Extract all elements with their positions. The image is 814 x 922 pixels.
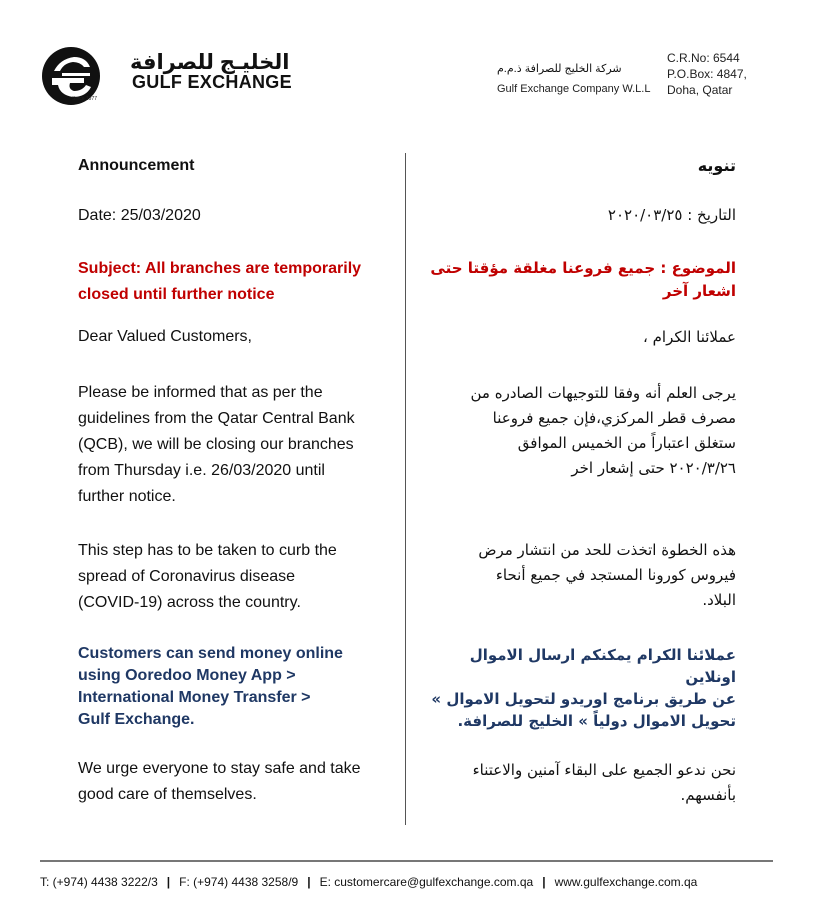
greeting-arabic: عملائنا الكرام ، <box>643 328 736 346</box>
company-name-english: Gulf Exchange Company W.L.L <box>497 83 651 95</box>
footer-separator: | <box>166 875 171 889</box>
subject-arabic: الموضوع : جميع فروعنا مغلقة مؤقتا حتى اشعار آخر <box>430 259 736 300</box>
paragraph-stay-safe-arabic: نحن ندعو الجميع على البقاء آمنين والاعتناء بأنفسهم. <box>472 761 736 804</box>
logo-since-text: Since 1977 <box>72 96 98 102</box>
footer-divider <box>40 860 773 862</box>
footer-email-link[interactable]: E: customercare@gulfexchange.com.qa <box>319 875 534 889</box>
subject-english: Subject: All branches are temporarily closed until further notice <box>78 260 362 303</box>
footer-contact-bar <box>40 875 780 889</box>
logo-english-text: GULF EXCHANGE <box>132 72 292 92</box>
announcement-title-arabic: تنويه <box>697 156 736 175</box>
po-box: P.O.Box: 4847, <box>667 67 747 81</box>
company-registration-info <box>667 50 747 98</box>
footer-fax: F: (+974) 4438 3258/9 <box>179 875 299 889</box>
footer-separator: | <box>307 875 311 889</box>
paragraph-closure-arabic: يرجى العلم أنه وفقا للتوجيهات الصادره من مصرف قطر المركزي،فإن جميع فروعنا ستغلق اعتباراً من الخميس الموافق ٢٠٢٠/٣/٢٦ حتى إشعار اخر <box>470 384 736 477</box>
paragraph-covid-english: This step has to be taken to curb the spread of Coronavirus disease (COVID-19) across the country. <box>78 542 337 611</box>
footer-separator: | <box>542 875 546 889</box>
logo-arabic-text: الخليـج للصرافة <box>130 51 290 74</box>
footer-website-link[interactable]: www.gulfexchange.com.qa <box>554 875 698 889</box>
cr-number: C.R.No: 6544 <box>667 51 740 65</box>
paragraph-online-transfer-arabic: عملائنا الكرام يمكنكم ارسال الاموال اونلاين عن طريق برنامج اوريدو لتحويل الاموال » تحويل الاموال دولياً » الخليج للصرافة. <box>431 646 736 730</box>
paragraph-stay-safe-english: We urge everyone to stay safe and take good care of themselves. <box>78 760 361 803</box>
city: Doha, Qatar <box>667 83 733 97</box>
paragraph-closure-english: Please be informed that as per the guidelines from the Qatar Central Bank (QCB), we will be closing our branches from Thursday i.e. 26/03/2020 until further notice. <box>78 384 355 505</box>
footer-phone: T: (+974) 4438 3222/3 <box>40 875 158 889</box>
column-divider <box>405 153 406 825</box>
paragraph-covid-arabic: هذه الخطوة اتخذت للحد من انتشار مرض فيروس كورونا المستجد في جميع أنحاء البلاد. <box>478 541 736 609</box>
date-arabic: التاريخ : ٢٠٢٠/٠٣/٢٥ <box>607 206 736 224</box>
greeting-english: Dear Valued Customers, <box>78 328 252 345</box>
announcement-title: Announcement <box>78 157 195 174</box>
paragraph-online-transfer-english: Customers can send money online using Ooredoo Money App > International Money Transfer > Gulf Exchange. <box>78 645 343 728</box>
company-name-arabic: شركة الخليج للصرافة ذ.م.م <box>497 63 622 75</box>
date-english: Date: 25/03/2020 <box>78 207 201 224</box>
